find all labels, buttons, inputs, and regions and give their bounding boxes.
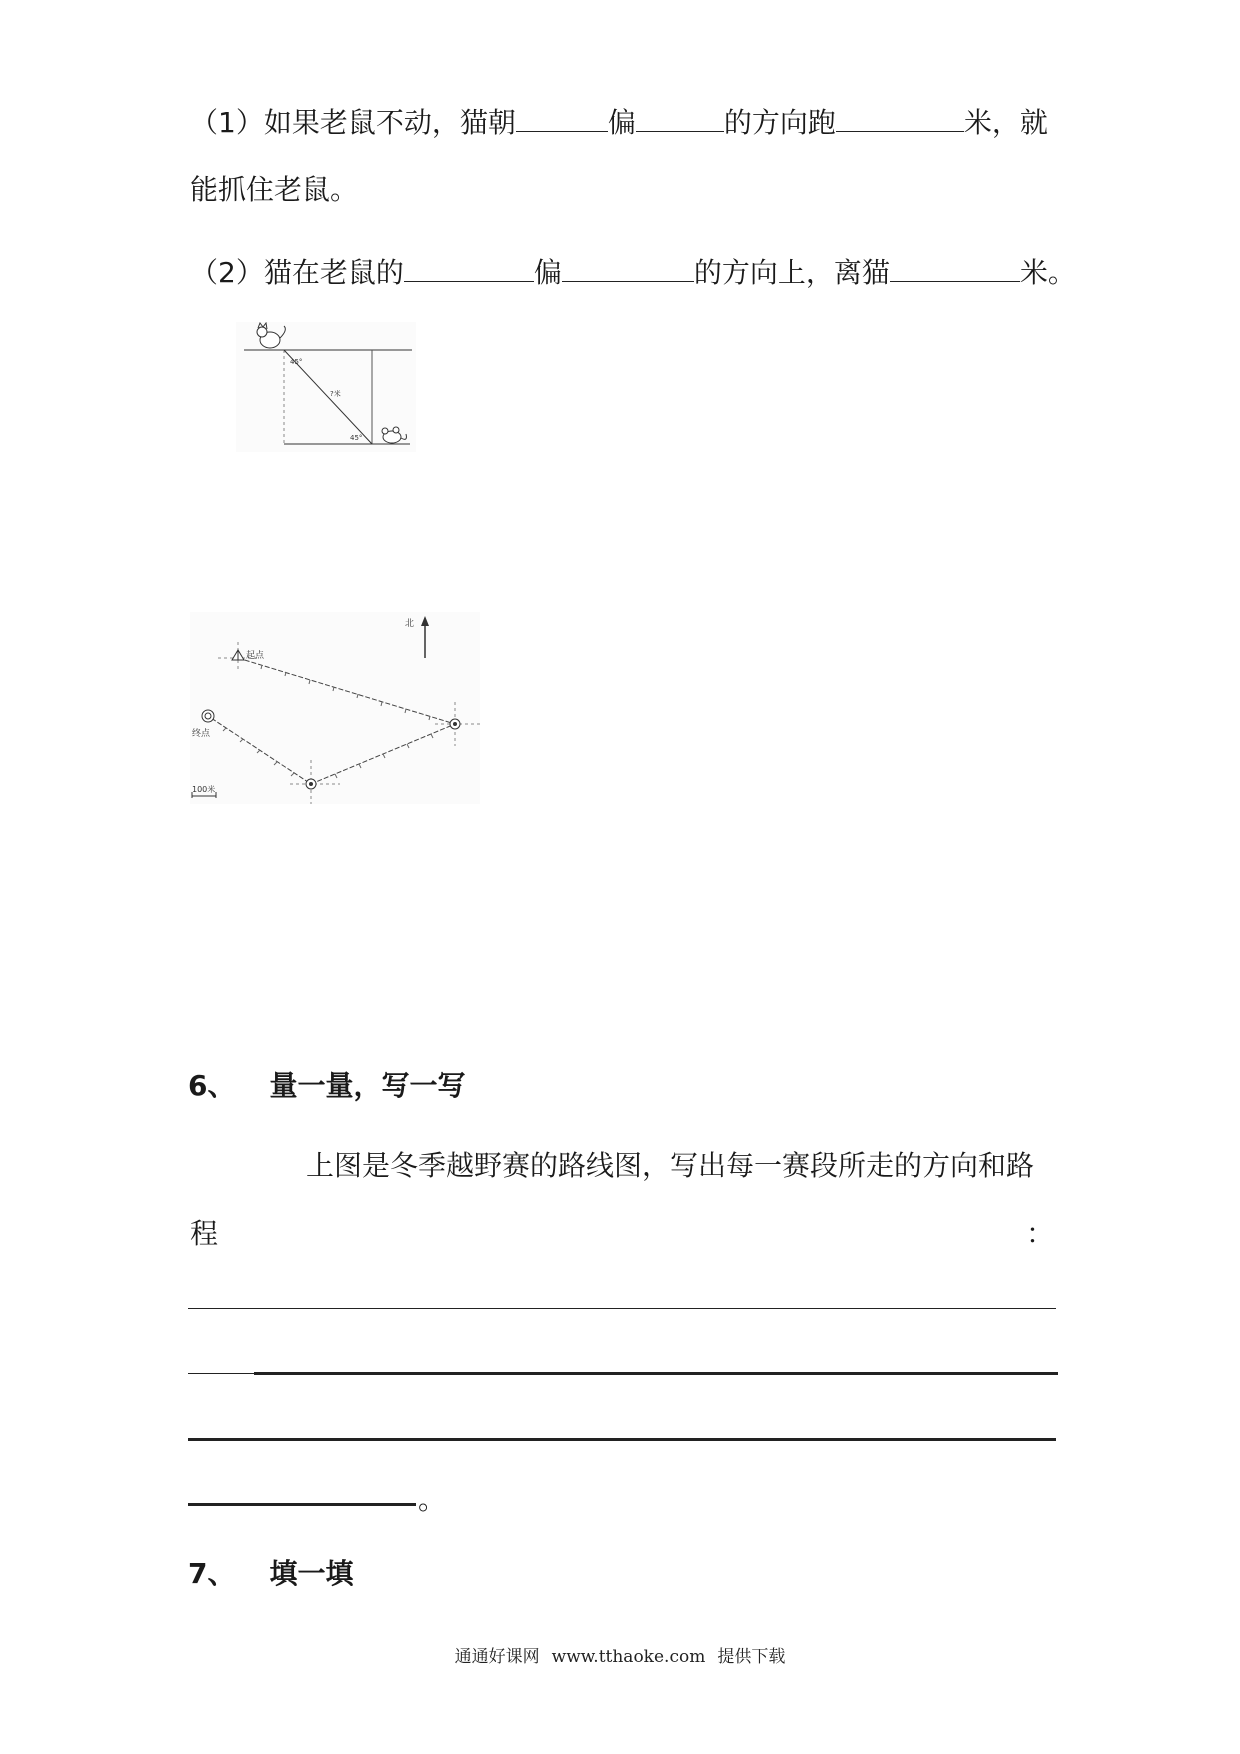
answer-line-2a[interactable]: [188, 1373, 254, 1374]
answer-end-mark: 。: [418, 1483, 447, 1516]
q2-blank-direction-a[interactable]: [404, 255, 534, 282]
distance-label: ?米: [330, 390, 341, 398]
angle-bottom-label: 45°: [350, 434, 363, 442]
start-label: 起点: [246, 651, 265, 661]
page-footer: [0, 1642, 1240, 1667]
section-7-number: 7、: [188, 1557, 236, 1590]
q1-prefix: （1）如果老鼠不动，猫朝: [190, 106, 516, 139]
q1-cont: 能抓住老鼠。: [190, 173, 359, 206]
q2-blank-direction-b[interactable]: [562, 255, 694, 282]
q2-suffix: 米。: [1019, 256, 1076, 289]
end-label: 终点: [192, 729, 211, 739]
answer-line-2b[interactable]: [254, 1372, 1058, 1375]
section-6-body-line2: [190, 1216, 218, 1252]
q1-pian: 偏: [607, 106, 636, 139]
section-7-heading: [188, 1556, 354, 1592]
section-6-number: 6、: [188, 1069, 236, 1102]
north-label: 北: [405, 619, 415, 629]
answer-line-3[interactable]: [188, 1438, 1056, 1441]
q1-suffix: 米，就: [963, 106, 1048, 139]
cat-mouse-figure: [236, 322, 416, 452]
section-6-colon: ：: [1026, 1217, 1055, 1250]
end-marker-icon: [202, 710, 214, 722]
q2-blank-distance[interactable]: [890, 255, 1020, 282]
angle-top-label: 45°: [290, 358, 303, 366]
q1-blank-direction-b[interactable]: [636, 105, 724, 132]
q2-pian: 偏: [533, 256, 562, 289]
section-7-title: 填一填: [269, 1557, 354, 1590]
answer-line-4[interactable]: [188, 1503, 416, 1506]
q1-mid: 的方向跑: [723, 106, 836, 139]
footer-url[interactable]: www.tthaoke.com: [551, 1647, 706, 1667]
footer-note: 提供下载: [717, 1647, 786, 1667]
section-6-body2: 程: [190, 1217, 219, 1250]
section-6-title: 量一量，写一写: [269, 1069, 466, 1102]
scale-label: 100米: [192, 785, 216, 794]
q2-mid: 的方向上，离猫: [693, 256, 890, 289]
q1-blank-direction-a[interactable]: [516, 105, 608, 132]
q1-blank-distance[interactable]: [836, 105, 964, 132]
route-map-figure: [190, 612, 480, 804]
section-6-heading: [188, 1068, 466, 1104]
footer-site: 通通好课网: [454, 1647, 540, 1667]
question-2-line: [190, 255, 1076, 291]
question-1-cont: [190, 172, 358, 208]
q2-prefix: （2）猫在老鼠的: [190, 256, 404, 289]
question-1-line: [190, 105, 1048, 141]
section-6-body1: 上图是冬季越野赛的路线图，写出每一赛段所走的方向和路: [306, 1149, 1035, 1182]
section-6-body-line1: [306, 1148, 1034, 1184]
answer-line-1[interactable]: [188, 1308, 1056, 1309]
